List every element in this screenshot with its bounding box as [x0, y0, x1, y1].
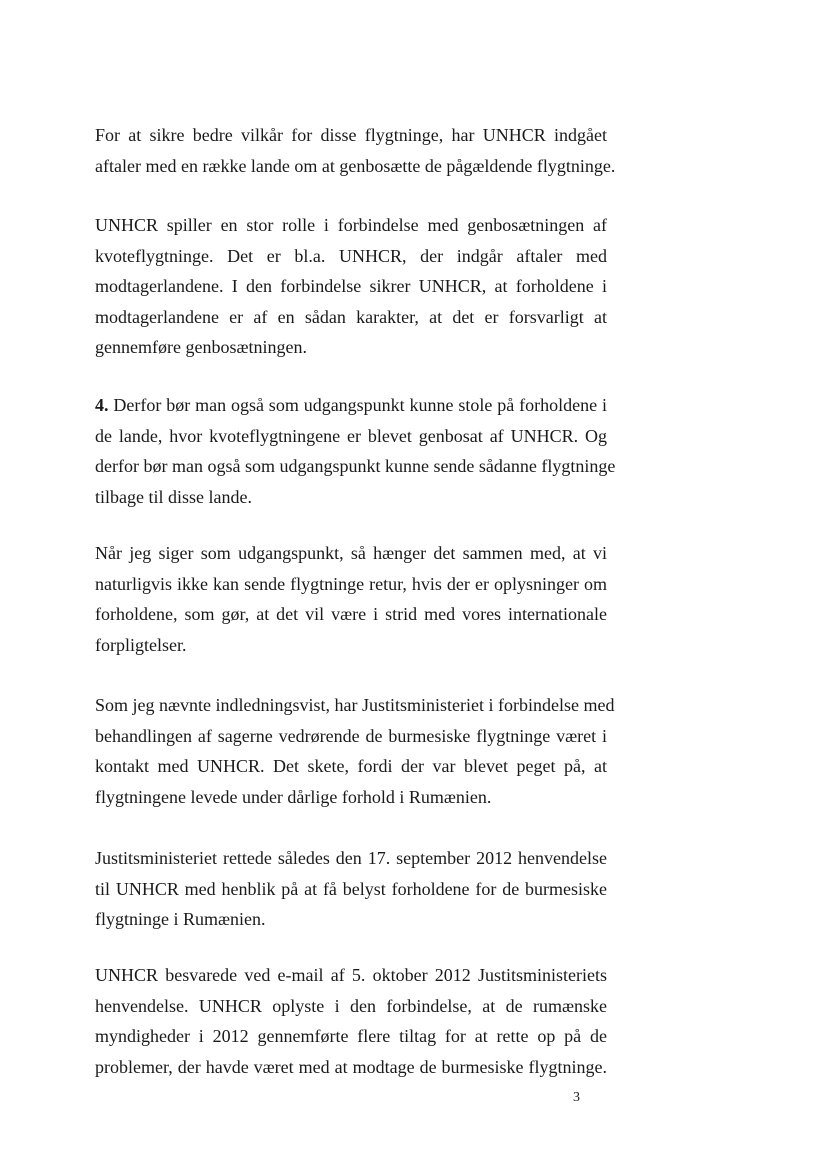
- text-line: myndigheder i 2012 gennemførte flere tiltag for at rette op på de: [95, 1026, 607, 1046]
- text-line: 4. Derfor bør man også som udgangspunkt kunne stole på forholdene i: [95, 395, 607, 415]
- paragraph: [95, 120, 616, 181]
- text-line: tilbage til disse lande.: [95, 486, 252, 507]
- paragraph: [95, 690, 615, 812]
- text-line: gennemføre genbosætningen.: [95, 337, 307, 357]
- paragraph: [95, 960, 607, 1082]
- text-line: kontakt med UNHCR. Det skete, fordi der var blevet peget på, at: [95, 756, 607, 776]
- text-line: UNHCR spiller en stor rolle i forbindelse med genbosætningen af: [95, 215, 607, 235]
- text-line: flygtninge i Rumænien.: [95, 909, 266, 929]
- text-line: problemer, der havde været med at modtage de burmesiske flygtninge.: [95, 1056, 607, 1077]
- text-line: forpligtelser.: [95, 634, 187, 655]
- paragraph: [95, 538, 607, 660]
- text-line: kvoteflygtninge. Det er bl.a. UNHCR, der indgår aftaler med: [95, 245, 607, 266]
- text-line: til UNHCR med henblik på at få belyst forholdene for de burmesiske: [95, 878, 607, 899]
- text-line: flygtningene levede under dårlige forhold i Rumænien.: [95, 786, 492, 807]
- text-line: modtagerlandene. I den forbindelse sikrer UNHCR, at forholdene i: [95, 276, 607, 296]
- text-line: aftaler med en række lande om at genbosætte de pågældende flygtninge.: [95, 155, 616, 176]
- text-line: henvendelse. UNHCR oplyste i den forbindelse, at de rumænske: [95, 995, 607, 1016]
- text-line: Som jeg nævnte indledningsvist, har Justitsministeriet i forbindelse med: [95, 695, 615, 715]
- text-line: behandlingen af sagerne vedrørende de burmesiske flygtninge været i: [95, 725, 607, 746]
- numbered-paragraph: [95, 390, 616, 512]
- text-line: UNHCR besvarede ved e-mail af 5. oktober 2012 Justitsministeriets: [95, 965, 607, 985]
- text-line: modtagerlandene er af en sådan karakter, at det er forsvarligt at: [95, 306, 607, 327]
- text-line: Når jeg siger som udgangspunkt, så hænger det sammen med, at vi: [95, 543, 607, 563]
- text-line: derfor bør man også som udgangspunkt kunne sende sådanne flygtninge: [95, 456, 616, 476]
- paragraph-number: 4.: [95, 395, 109, 415]
- text-line: Justitsministeriet rettede således den 17. september 2012 henvendelse: [95, 848, 607, 868]
- text-line: de lande, hvor kvoteflygtningene er blevet genbosat af UNHCR. Og: [95, 425, 607, 446]
- text-line: naturligvis ikke kan sende flygtninge retur, hvis der er oplysninger om: [95, 573, 607, 594]
- text-line: For at sikre bedre vilkår for disse flygtninge, har UNHCR indgået: [95, 125, 607, 145]
- paragraph: [95, 843, 607, 935]
- text-line: forholdene, som gør, at det vil være i strid med vores internationale: [95, 604, 607, 624]
- page-number: 3: [573, 1090, 580, 1105]
- paragraph: [95, 210, 607, 363]
